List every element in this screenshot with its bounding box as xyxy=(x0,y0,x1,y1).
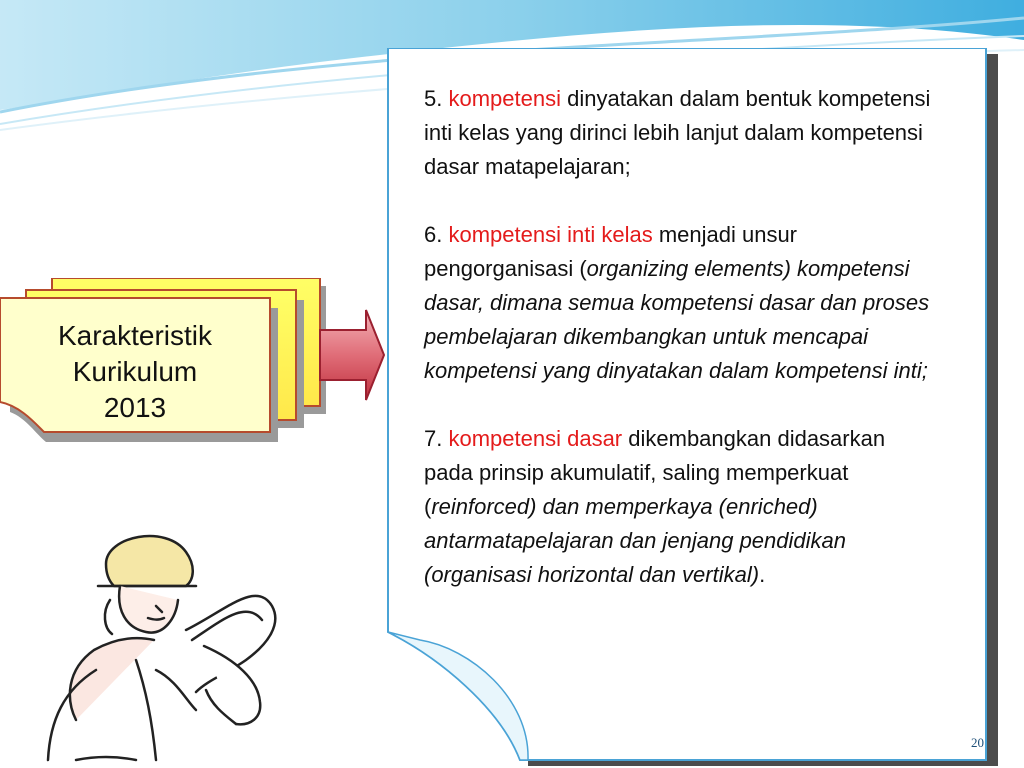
item-text: dikembangkan didasarkan pada prinsip akumulatif, saling memperkuat ( xyxy=(424,426,886,519)
item-number: 6. xyxy=(424,222,443,247)
content-text xyxy=(424,82,934,626)
item-keyword: kompetensi inti kelas xyxy=(448,222,653,247)
item-text: dinyatakan dalam bentuk kompetensi inti kelas yang dirinci lebih lanjut dalam kompetensi dasar matapelajaran; xyxy=(424,86,931,179)
item-number: 5. xyxy=(424,86,443,111)
item-keyword: kompetensi dasar xyxy=(448,426,623,451)
item-keyword: kompetensi xyxy=(448,86,561,111)
arrow-right-icon xyxy=(316,300,386,410)
worker-with-blueprint-icon xyxy=(36,520,292,768)
list-item xyxy=(424,422,934,592)
item-number: 7. xyxy=(424,426,443,451)
slide-title: Karakteristik Kurikulum 2013 xyxy=(57,320,213,423)
item-text: menjadi unsur pengorganisasi ( xyxy=(424,222,798,281)
page-number: 20 xyxy=(971,735,984,750)
list-item xyxy=(424,82,934,184)
item-italic-text: reinforced) dan memperkaya (enriched) antarmatapelajaran dan jenjang pendidikan (organisasi horizontal dan vertikal) xyxy=(424,494,846,587)
list-item xyxy=(424,218,934,388)
item-italic-text: organizing elements) kompetensi dasar, dimana semua kompetensi dasar dan proses pembelajaran dikembangkan untuk mencapai kompetensi yang dinyatakan dalam kompetensi inti; xyxy=(424,256,930,383)
item-tail: . xyxy=(759,562,766,587)
